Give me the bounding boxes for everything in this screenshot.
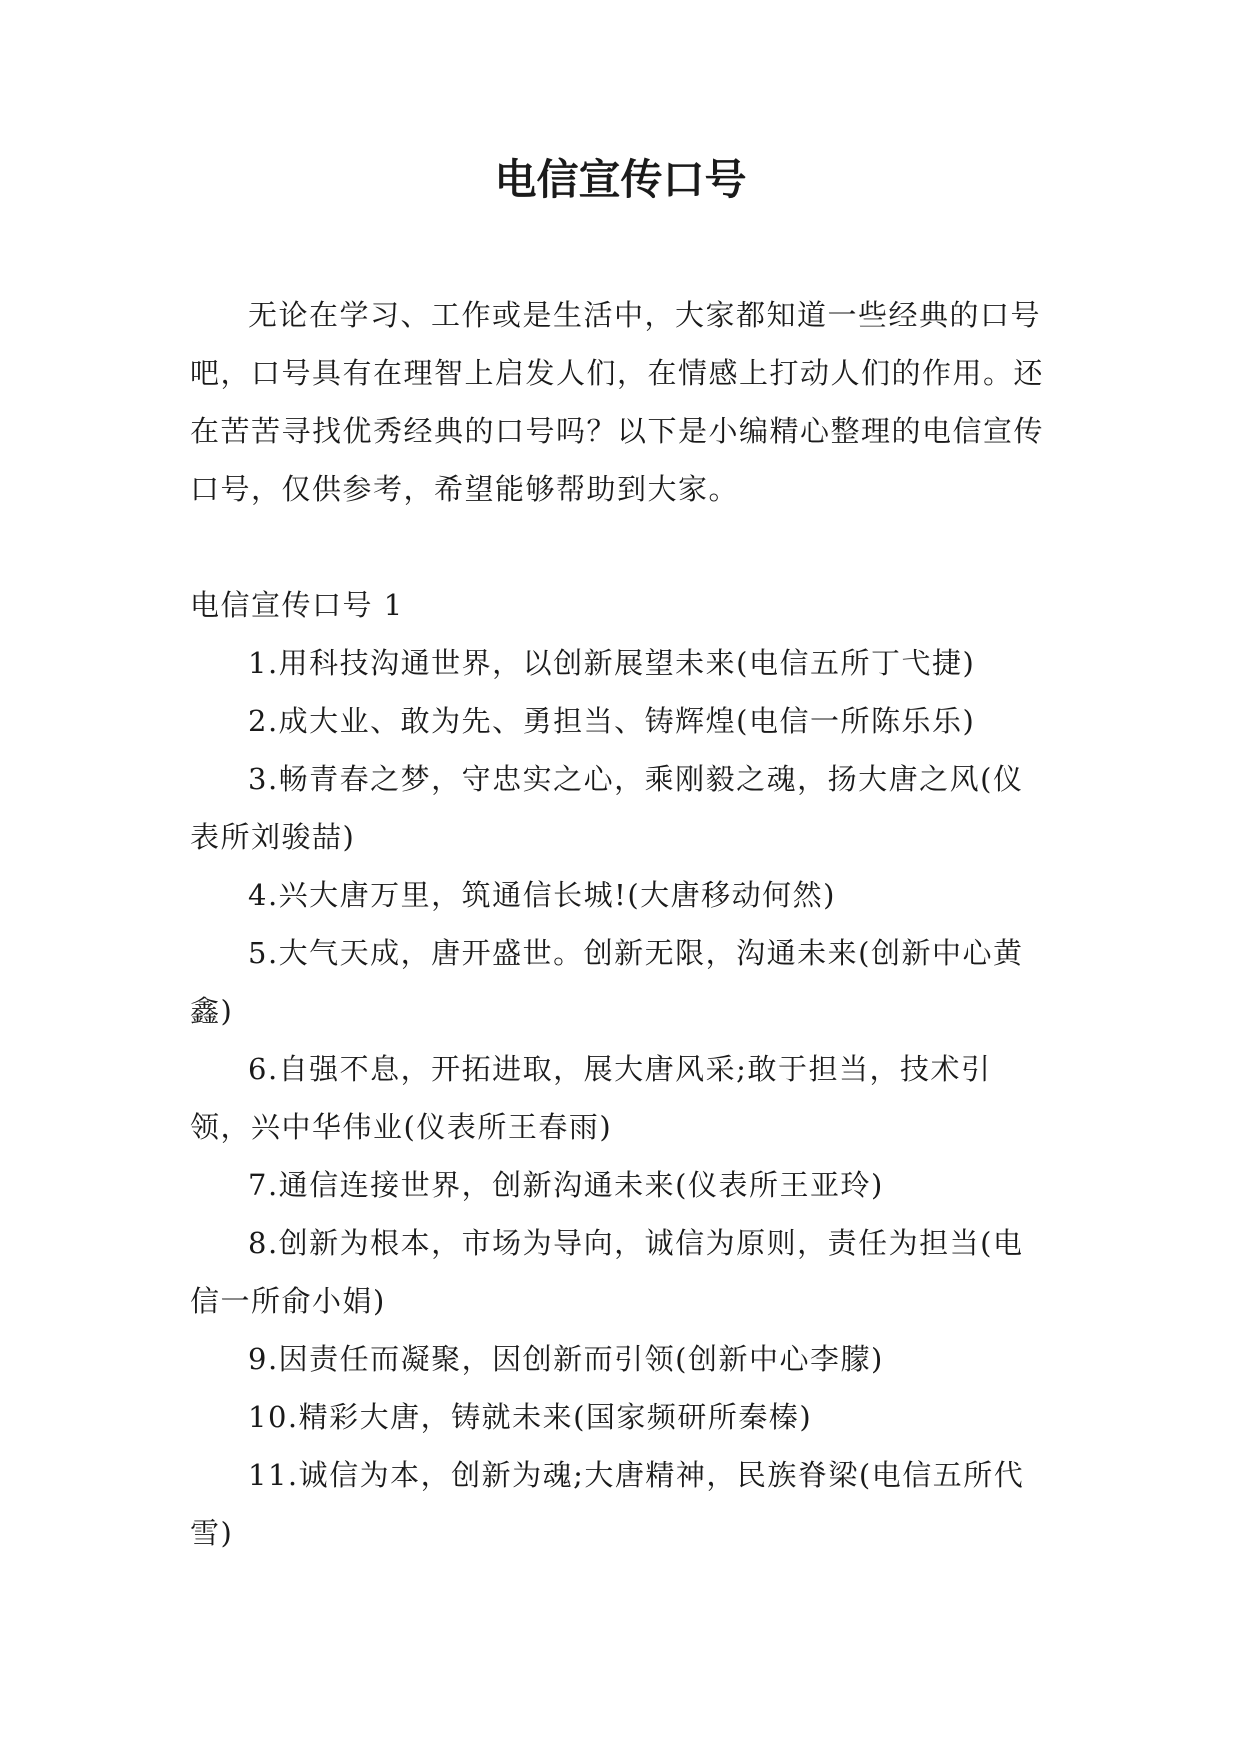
section-heading: 电信宣传口号 1 bbox=[190, 588, 404, 622]
slogan-item-5: 5.大气天成，唐开盛世。创新无限，沟通未来(创新中心黄鑫) bbox=[190, 936, 1024, 1028]
slogan-item-11: 11.诚信为本，创新为魂;大唐精神，民族脊梁(电信五所代雪) bbox=[190, 1458, 1025, 1550]
slogan-item-6: 6.自强不息，开拓进取，展大唐风采;敢于担当，技术引领，兴中华伟业(仪表所王春雨) bbox=[190, 1052, 992, 1144]
slogan-item-1: 1.用科技沟通世界，以创新展望未来(电信五所丁弋捷) bbox=[248, 646, 976, 680]
document-title: 电信宣传口号 bbox=[494, 155, 747, 204]
slogan-item-4: 4.兴大唐万里，筑通信长城!(大唐移动何然) bbox=[248, 878, 836, 912]
intro-paragraph: 无论在学习、工作或是生活中，大家都知道一些经典的口号吧，口号具有在理智上启发人们，在情感上打动人们的作用。还在苦苦寻找优秀经典的口号吗？以下是小编精心整理的电信宣传口号，仅供参考，希望能够帮助到大家。 bbox=[190, 298, 1045, 506]
slogan-item-9: 9.因责任而凝聚，因创新而引领(创新中心李朦) bbox=[248, 1342, 884, 1376]
slogan-item-7: 7.通信连接世界，创新沟通未来(仪表所王亚玲) bbox=[248, 1168, 884, 1202]
slogan-item-3: 3.畅青春之梦，守忠实之心，乘刚毅之魂，扬大唐之风(仪表所刘骏喆) bbox=[190, 762, 1024, 854]
document-body bbox=[190, 286, 1050, 1562]
slogan-item-8: 8.创新为根本，市场为导向，诚信为原则，责任为担当(电信一所俞小娟) bbox=[190, 1226, 1024, 1318]
slogan-item-2: 2.成大业、敢为先、勇担当、铸辉煌(电信一所陈乐乐) bbox=[248, 704, 976, 738]
slogan-item-10: 10.精彩大唐，铸就未来(国家频研所秦榛) bbox=[248, 1400, 813, 1434]
